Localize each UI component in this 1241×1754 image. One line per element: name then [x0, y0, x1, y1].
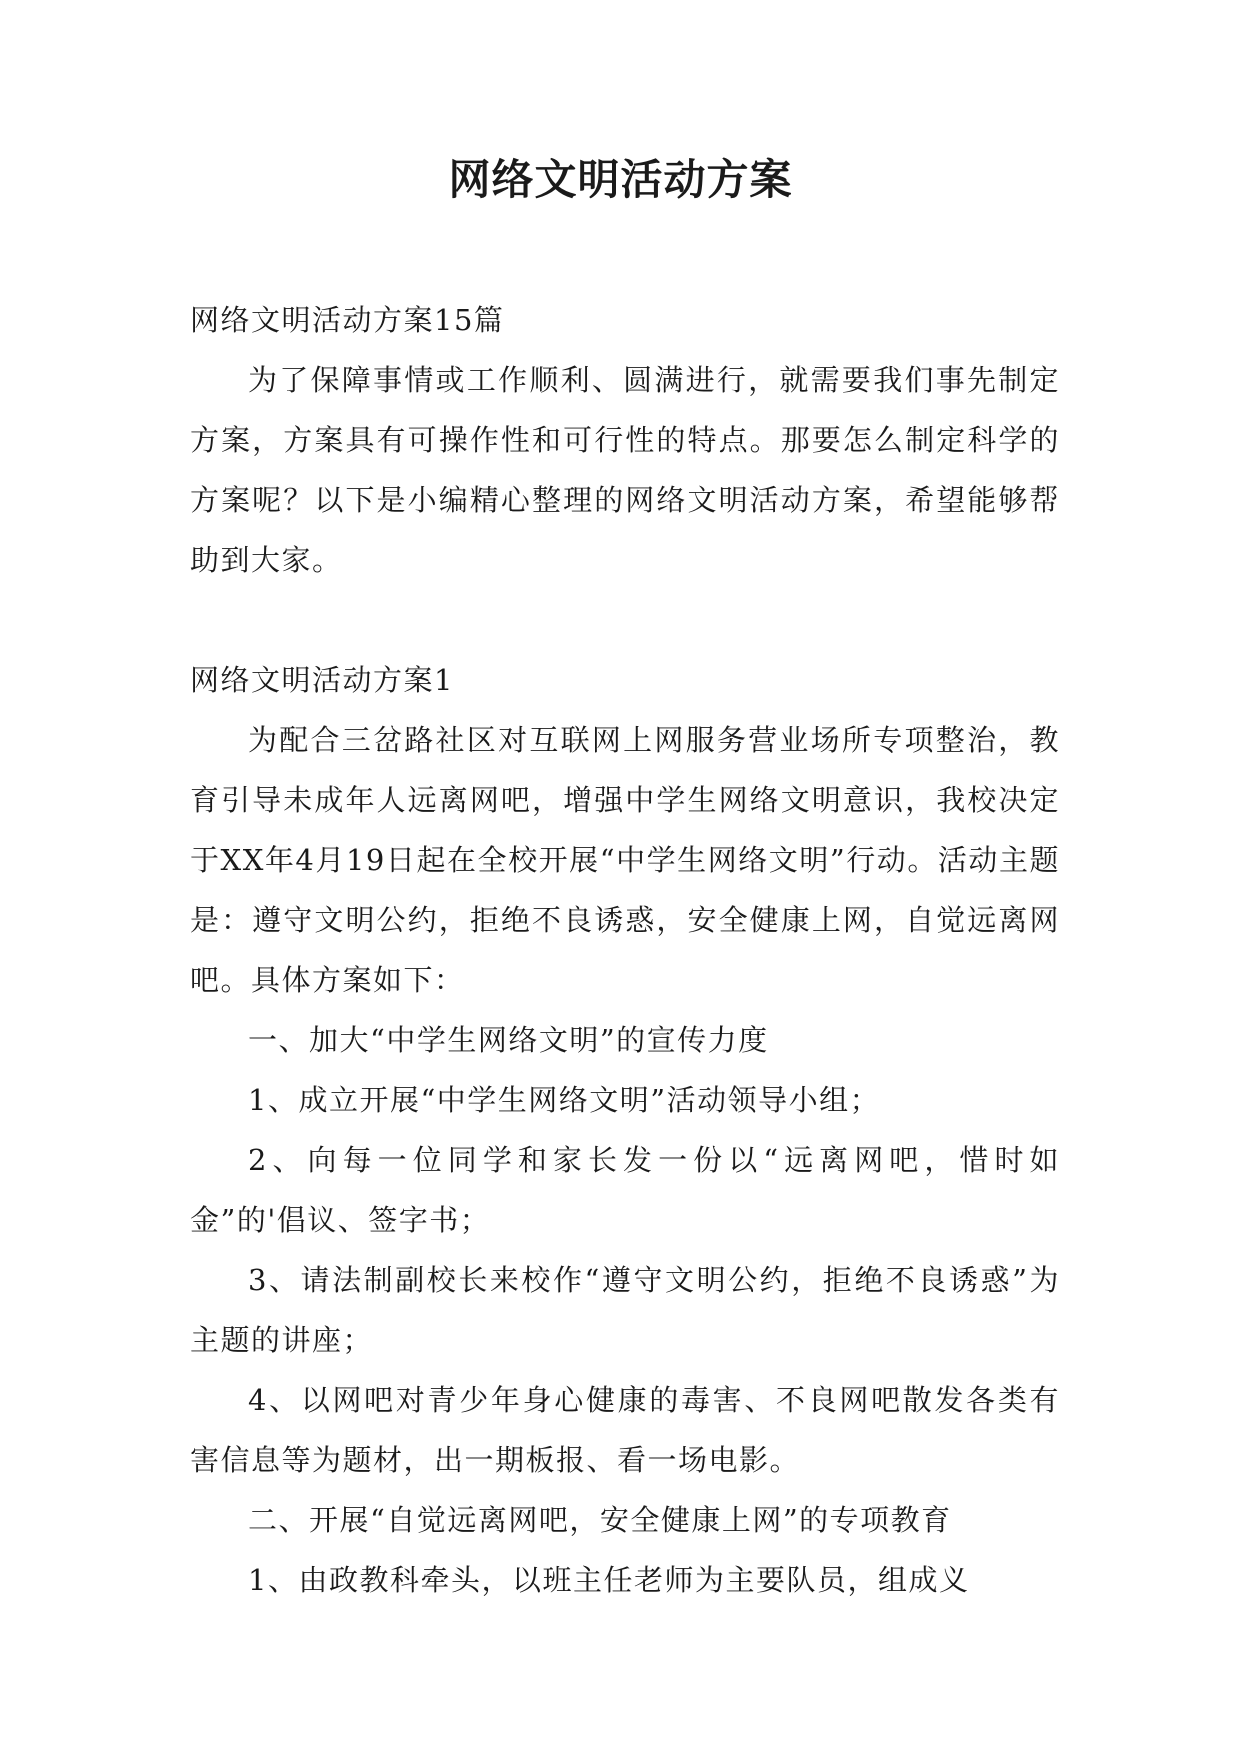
list-item: 二、开展“自觉远离网吧，安全健康上网”的专项教育: [248, 1503, 952, 1537]
list-item: 1、成立开展“中学生网络文明”活动领导小组；: [248, 1083, 881, 1117]
intro-paragraph: 为了保障事情或工作顺利、圆满进行，就需要我们事先制定方案，方案具有可操作性和可行性的特点。那要怎么制定科学的方案呢？以下是小编精心整理的网络文明活动方案，希望能够帮助到大家。: [190, 363, 1060, 577]
list-item: 3、请法制副校长来校作“遵守文明公约，拒绝不良诱惑”为主题的讲座；: [190, 1263, 1060, 1357]
list-item: 4、以网吧对青少年身心健康的毒害、不良网吧散发各类有害信息等为题材，出一期板报、看一场电影。: [190, 1383, 1060, 1477]
list-item: 2、向每一位同学和家长发一份以“远离网吧，惜时如金”的'倡议、签字书；: [190, 1143, 1060, 1237]
section-heading: 网络文明活动方案1: [190, 663, 454, 697]
document-title: 网络文明活动方案: [448, 155, 793, 204]
document-subtitle: 网络文明活动方案15篇: [190, 303, 505, 337]
document-body: [190, 290, 1060, 1610]
list-item: 1、由政教科牵头，以班主任老师为主要队员，组成义: [248, 1563, 970, 1597]
list-item: 一、加大“中学生网络文明”的宣传力度: [248, 1023, 769, 1057]
section-paragraph: 为配合三岔路社区对互联网上网服务营业场所专项整治，教育引导未成年人远离网吧，增强中学生网络文明意识，我校决定于XX年4月19日起在全校开展“中学生网络文明”行动。活动主题是：遵守文明公约，拒绝不良诱惑，安全健康上网，自觉远离网吧。具体方案如下：: [190, 723, 1060, 997]
